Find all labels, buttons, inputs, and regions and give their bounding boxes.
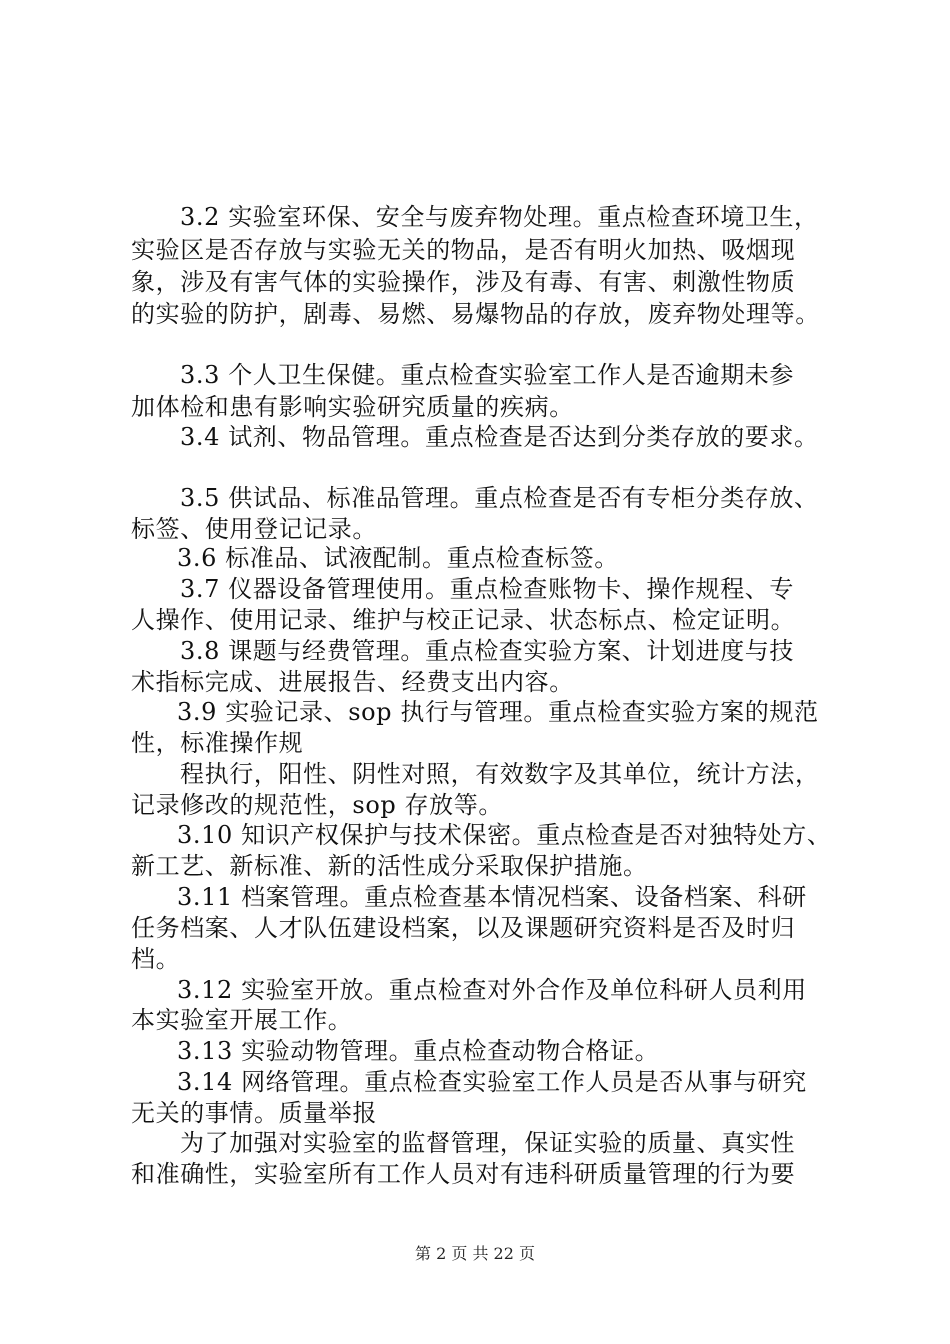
text-line: 程执行，阳性、阴性对照，有效数字及其单位，统计方法， [180, 760, 820, 788]
page-footer: 第 2 页 共 22 页 [415, 1244, 535, 1263]
text-line: 术指标完成、进展报告、经费支出内容。 [131, 668, 574, 696]
text-line: 3.3 个人卫生保健。重点检查实验室工作人是否逾期未参 [180, 361, 794, 389]
text-line: 实验区是否存放与实验无关的物品，是否有明火加热、吸烟现 [131, 236, 796, 264]
text-line: 的实验的防护，剧毒、易燃、易爆物品的存放，废弃物处理等。 [131, 300, 820, 328]
text-line: 为了加强对实验室的监督管理，保证实验的质量、真实性 [180, 1129, 795, 1157]
text-line: 记录修改的规范性，sop 存放等。 [131, 791, 503, 819]
text-line: 3.6 标准品、试液配制。重点检查标签。 [177, 544, 619, 572]
text-line: 本实验室开展工作。 [131, 1006, 353, 1034]
text-line: 3.10 知识产权保护与技术保密。重点检查是否对独特处方、 [177, 821, 832, 849]
text-line: 人操作、使用记录、维护与校正记录、状态标点、检定证明。 [131, 606, 796, 634]
text-line: 3.5 供试品、标准品管理。重点检查是否有专柜分类存放、 [180, 484, 819, 512]
text-line: 3.9 实验记录、sop 执行与管理。重点检查实验方案的规范 [177, 698, 819, 726]
text-line: 新工艺、新标准、新的活性成分采取保护措施。 [131, 852, 648, 880]
text-line: 加体检和患有影响实验研究质量的疾病。 [131, 393, 574, 421]
text-line: 无关的事情。质量举报 [131, 1099, 377, 1127]
text-line: 档。 [131, 945, 181, 973]
text-line: 3.7 仪器设备管理使用。重点检查账物卡、操作规程、专 [180, 575, 794, 603]
text-line: 标签、使用登记记录。 [131, 515, 377, 543]
text-line: 3.14 网络管理。重点检查实验室工作人员是否从事与研究 [177, 1068, 807, 1096]
text-line: 任务档案、人才队伍建设档案，以及课题研究资料是否及时归 [131, 914, 796, 942]
text-line: 3.12 实验室开放。重点检查对外合作及单位科研人员利用 [177, 976, 807, 1004]
text-line: 3.4 试剂、物品管理。重点检查是否达到分类存放的要求。 [180, 423, 819, 451]
text-line: 3.13 实验动物管理。重点检查动物合格证。 [177, 1037, 660, 1065]
text-line: 3.8 课题与经费管理。重点检查实验方案、计划进度与技 [180, 637, 794, 665]
text-line: 3.11 档案管理。重点检查基本情况档案、设备档案、科研 [177, 883, 807, 911]
text-line: 性，标准操作规 [131, 729, 304, 757]
text-line: 和准确性，实验室所有工作人员对有违科研质量管理的行为要 [131, 1160, 796, 1188]
text-line: 3.2 实验室环保、安全与废弃物处理。重点检查环境卫生， [180, 203, 819, 231]
text-line: 象，涉及有害气体的实验操作，涉及有毒、有害、刺激性物质 [131, 268, 796, 296]
